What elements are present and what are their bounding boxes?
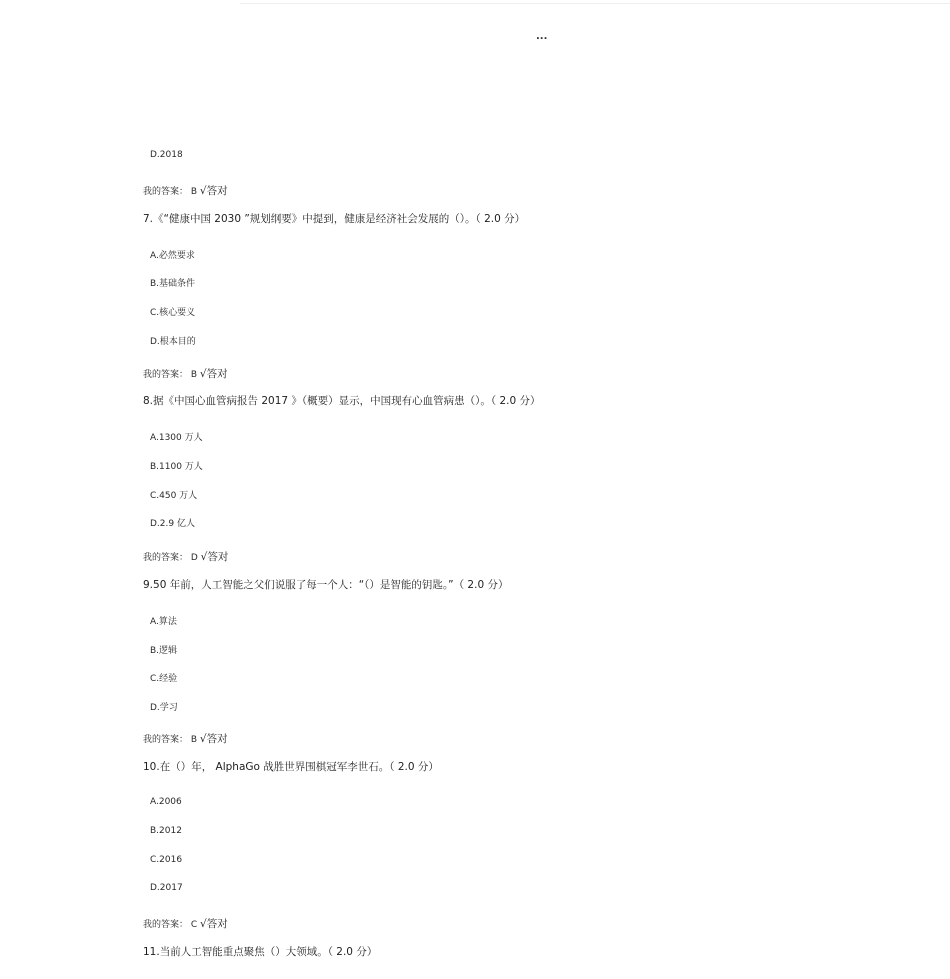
- header-ellipsis: ...: [536, 31, 548, 42]
- option-q7-c: C.核心要义: [150, 308, 196, 318]
- question-9: 9.50 年前，人工智能之父们说服了每一个人：“（）是智能的钥匙。”（ 2.0 分）: [143, 579, 509, 591]
- option-q9-a: A.算法: [150, 617, 177, 627]
- answer-line-q7: [143, 366, 228, 381]
- answer-result: √答对: [199, 733, 228, 745]
- option-q9-d: D.学习: [150, 703, 178, 713]
- answer-result: √答对: [199, 368, 228, 380]
- option-q10-d: D.2017: [150, 883, 183, 893]
- option-q7-b: B.基础条件: [150, 279, 196, 289]
- option-q8-c: C.450 万人: [150, 491, 198, 501]
- question-11: 11.当前人工智能重点聚焦（）大领域。（ 2.0 分）: [143, 946, 378, 958]
- option-q10-c: C.2016: [150, 855, 183, 865]
- answer-result: √答对: [200, 918, 228, 930]
- answer-line-q6: [143, 183, 228, 198]
- option-q9-b: B.逻辑: [150, 646, 178, 656]
- answer-line-q8: [143, 549, 228, 564]
- answer-label: 我的答案： B: [143, 187, 200, 197]
- option-q7-d: D.根本目的: [150, 337, 196, 347]
- answer-label: 我的答案： C: [143, 920, 201, 930]
- option-q8-b: B.1100 万人: [150, 462, 203, 472]
- option-q8-a: A.1300 万人: [150, 433, 203, 443]
- question-8: 8.据《中国心血管病报告 2017 》（概要）显示，中国现有心血管病患（）。（ 2.0 分）: [143, 395, 541, 407]
- answer-label: 我的答案： B: [143, 735, 200, 745]
- option-q9-c: C.经验: [150, 674, 178, 684]
- option-q7-a: A.必然要求: [150, 251, 195, 261]
- question-10: 10.在（）年， AlphaGo 战胜世界围棋冠军李世石。（ 2.0 分）: [143, 761, 439, 773]
- option-q8-d: D.2.9 亿人: [150, 519, 195, 529]
- option-q10-a: A.2006: [150, 797, 182, 807]
- answer-label: 我的答案： B: [143, 370, 200, 380]
- answer-line-q9: [143, 731, 228, 746]
- answer-result: √答对: [199, 185, 228, 197]
- question-7: 7.《“健康中国 2030 ”规划纲要》中提到，健康是经济社会发展的（）。（ 2.0 分）: [143, 213, 526, 225]
- answer-result: √答对: [200, 551, 229, 563]
- option-q6-d: D.2018: [150, 150, 183, 160]
- option-q10-b: B.2012: [150, 826, 182, 836]
- answer-line-q10: [143, 916, 228, 931]
- top-border-line: [240, 3, 950, 4]
- answer-label: 我的答案： D: [143, 553, 201, 563]
